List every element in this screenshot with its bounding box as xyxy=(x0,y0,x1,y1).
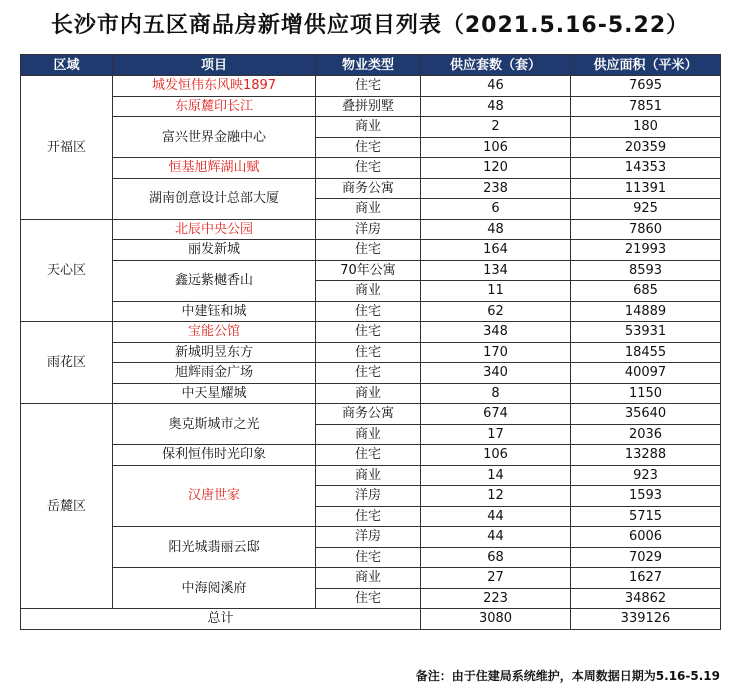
area-cell: 40097 xyxy=(571,363,721,384)
units-cell: 48 xyxy=(421,96,571,117)
property-type-cell: 住宅 xyxy=(316,158,421,179)
property-type-cell: 住宅 xyxy=(316,137,421,158)
property-type-cell: 洋房 xyxy=(316,219,421,240)
header-district: 区域 xyxy=(21,55,113,76)
table-row xyxy=(21,527,721,548)
project-cell: 中海阅溪府 xyxy=(113,568,316,609)
area-cell: 925 xyxy=(571,199,721,220)
units-cell: 340 xyxy=(421,363,571,384)
area-cell: 180 xyxy=(571,117,721,138)
area-cell: 7695 xyxy=(571,76,721,97)
district-cell: 雨花区 xyxy=(21,322,113,404)
table-header-row xyxy=(21,55,721,76)
table-row xyxy=(21,96,721,117)
units-cell: 44 xyxy=(421,506,571,527)
units-cell: 68 xyxy=(421,547,571,568)
property-type-cell: 洋房 xyxy=(316,486,421,507)
total-label: 总计 xyxy=(21,609,421,630)
property-type-cell: 住宅 xyxy=(316,76,421,97)
table-row xyxy=(21,363,721,384)
area-cell: 1593 xyxy=(571,486,721,507)
area-cell: 34862 xyxy=(571,588,721,609)
total-row xyxy=(21,609,721,630)
district-cell: 岳麓区 xyxy=(21,404,113,609)
units-cell: 27 xyxy=(421,568,571,589)
property-type-cell: 商务公寓 xyxy=(316,178,421,199)
property-type-cell: 商业 xyxy=(316,383,421,404)
units-cell: 120 xyxy=(421,158,571,179)
units-cell: 44 xyxy=(421,527,571,548)
area-cell: 1150 xyxy=(571,383,721,404)
table-row xyxy=(21,383,721,404)
table-row xyxy=(21,76,721,97)
table-row xyxy=(21,219,721,240)
area-cell: 35640 xyxy=(571,404,721,425)
property-type-cell: 商业 xyxy=(316,117,421,138)
property-type-cell: 住宅 xyxy=(316,363,421,384)
table-row xyxy=(21,342,721,363)
supply-table xyxy=(20,54,721,630)
area-cell: 2036 xyxy=(571,424,721,445)
footnote: 备注：由于住建局系统维护，本周数据日期为5.16-5.19 xyxy=(415,669,720,683)
project-cell: 鑫远紫樾香山 xyxy=(113,260,316,301)
property-type-cell: 商业 xyxy=(316,199,421,220)
project-cell: 旭辉雨金广场 xyxy=(113,363,316,384)
table-row xyxy=(21,117,721,138)
total-area: 339126 xyxy=(571,609,721,630)
total-units: 3080 xyxy=(421,609,571,630)
property-type-cell: 洋房 xyxy=(316,527,421,548)
table-row xyxy=(21,240,721,261)
table-row xyxy=(21,158,721,179)
units-cell: 17 xyxy=(421,424,571,445)
header-project: 项目 xyxy=(113,55,316,76)
units-cell: 62 xyxy=(421,301,571,322)
property-type-cell: 住宅 xyxy=(316,445,421,466)
project-cell: 保利恒伟时光印象 xyxy=(113,445,316,466)
property-type-cell: 住宅 xyxy=(316,342,421,363)
project-cell: 奥克斯城市之光 xyxy=(113,404,316,445)
property-type-cell: 商业 xyxy=(316,465,421,486)
property-type-cell: 叠拼别墅 xyxy=(316,96,421,117)
area-cell: 18455 xyxy=(571,342,721,363)
table-row xyxy=(21,178,721,199)
table-row xyxy=(21,322,721,343)
property-type-cell: 住宅 xyxy=(316,322,421,343)
units-cell: 48 xyxy=(421,219,571,240)
units-cell: 2 xyxy=(421,117,571,138)
area-cell: 13288 xyxy=(571,445,721,466)
project-cell: 中建钰和城 xyxy=(113,301,316,322)
project-cell: 湖南创意设计总部大厦 xyxy=(113,178,316,219)
header-units: 供应套数（套） xyxy=(421,55,571,76)
area-cell: 14353 xyxy=(571,158,721,179)
area-cell: 1627 xyxy=(571,568,721,589)
district-cell: 开福区 xyxy=(21,76,113,220)
project-cell: 恒基旭辉湖山赋 xyxy=(113,158,316,179)
area-cell: 7851 xyxy=(571,96,721,117)
project-cell: 新城明昱东方 xyxy=(113,342,316,363)
table-row xyxy=(21,404,721,425)
units-cell: 14 xyxy=(421,465,571,486)
area-cell: 53931 xyxy=(571,322,721,343)
table-row xyxy=(21,260,721,281)
table-row xyxy=(21,568,721,589)
project-cell: 丽发新城 xyxy=(113,240,316,261)
units-cell: 164 xyxy=(421,240,571,261)
project-cell: 富兴世界金融中心 xyxy=(113,117,316,158)
units-cell: 106 xyxy=(421,445,571,466)
table-row xyxy=(21,465,721,486)
units-cell: 6 xyxy=(421,199,571,220)
area-cell: 7029 xyxy=(571,547,721,568)
area-cell: 6006 xyxy=(571,527,721,548)
area-cell: 14889 xyxy=(571,301,721,322)
project-cell: 汉唐世家 xyxy=(113,465,316,527)
units-cell: 106 xyxy=(421,137,571,158)
property-type-cell: 70年公寓 xyxy=(316,260,421,281)
property-type-cell: 住宅 xyxy=(316,547,421,568)
page-title: 长沙市内五区商品房新增供应项目列表（2021.5.16-5.22） xyxy=(50,13,690,38)
area-cell: 923 xyxy=(571,465,721,486)
property-type-cell: 住宅 xyxy=(316,506,421,527)
area-cell: 20359 xyxy=(571,137,721,158)
units-cell: 46 xyxy=(421,76,571,97)
units-cell: 348 xyxy=(421,322,571,343)
area-cell: 7860 xyxy=(571,219,721,240)
property-type-cell: 商业 xyxy=(316,281,421,302)
district-cell: 天心区 xyxy=(21,219,113,322)
project-cell: 宝能公馆 xyxy=(113,322,316,343)
project-cell: 东原麓印长江 xyxy=(113,96,316,117)
table-row xyxy=(21,445,721,466)
property-type-cell: 商业 xyxy=(316,568,421,589)
property-type-cell: 住宅 xyxy=(316,301,421,322)
property-type-cell: 住宅 xyxy=(316,588,421,609)
units-cell: 674 xyxy=(421,404,571,425)
property-type-cell: 住宅 xyxy=(316,240,421,261)
area-cell: 5715 xyxy=(571,506,721,527)
area-cell: 21993 xyxy=(571,240,721,261)
property-type-cell: 商务公寓 xyxy=(316,404,421,425)
project-cell: 阳光城翡丽云邸 xyxy=(113,527,316,568)
table-row xyxy=(21,301,721,322)
header-area: 供应面积（平米） xyxy=(571,55,721,76)
area-cell: 685 xyxy=(571,281,721,302)
units-cell: 11 xyxy=(421,281,571,302)
project-cell: 北辰中央公园 xyxy=(113,219,316,240)
units-cell: 238 xyxy=(421,178,571,199)
project-cell: 中天星耀城 xyxy=(113,383,316,404)
units-cell: 12 xyxy=(421,486,571,507)
units-cell: 134 xyxy=(421,260,571,281)
units-cell: 8 xyxy=(421,383,571,404)
units-cell: 223 xyxy=(421,588,571,609)
project-cell: 城发恒伟东风映1897 xyxy=(113,76,316,97)
property-type-cell: 商业 xyxy=(316,424,421,445)
area-cell: 11391 xyxy=(571,178,721,199)
units-cell: 170 xyxy=(421,342,571,363)
table-body xyxy=(21,76,721,609)
header-type: 物业类型 xyxy=(316,55,421,76)
area-cell: 8593 xyxy=(571,260,721,281)
